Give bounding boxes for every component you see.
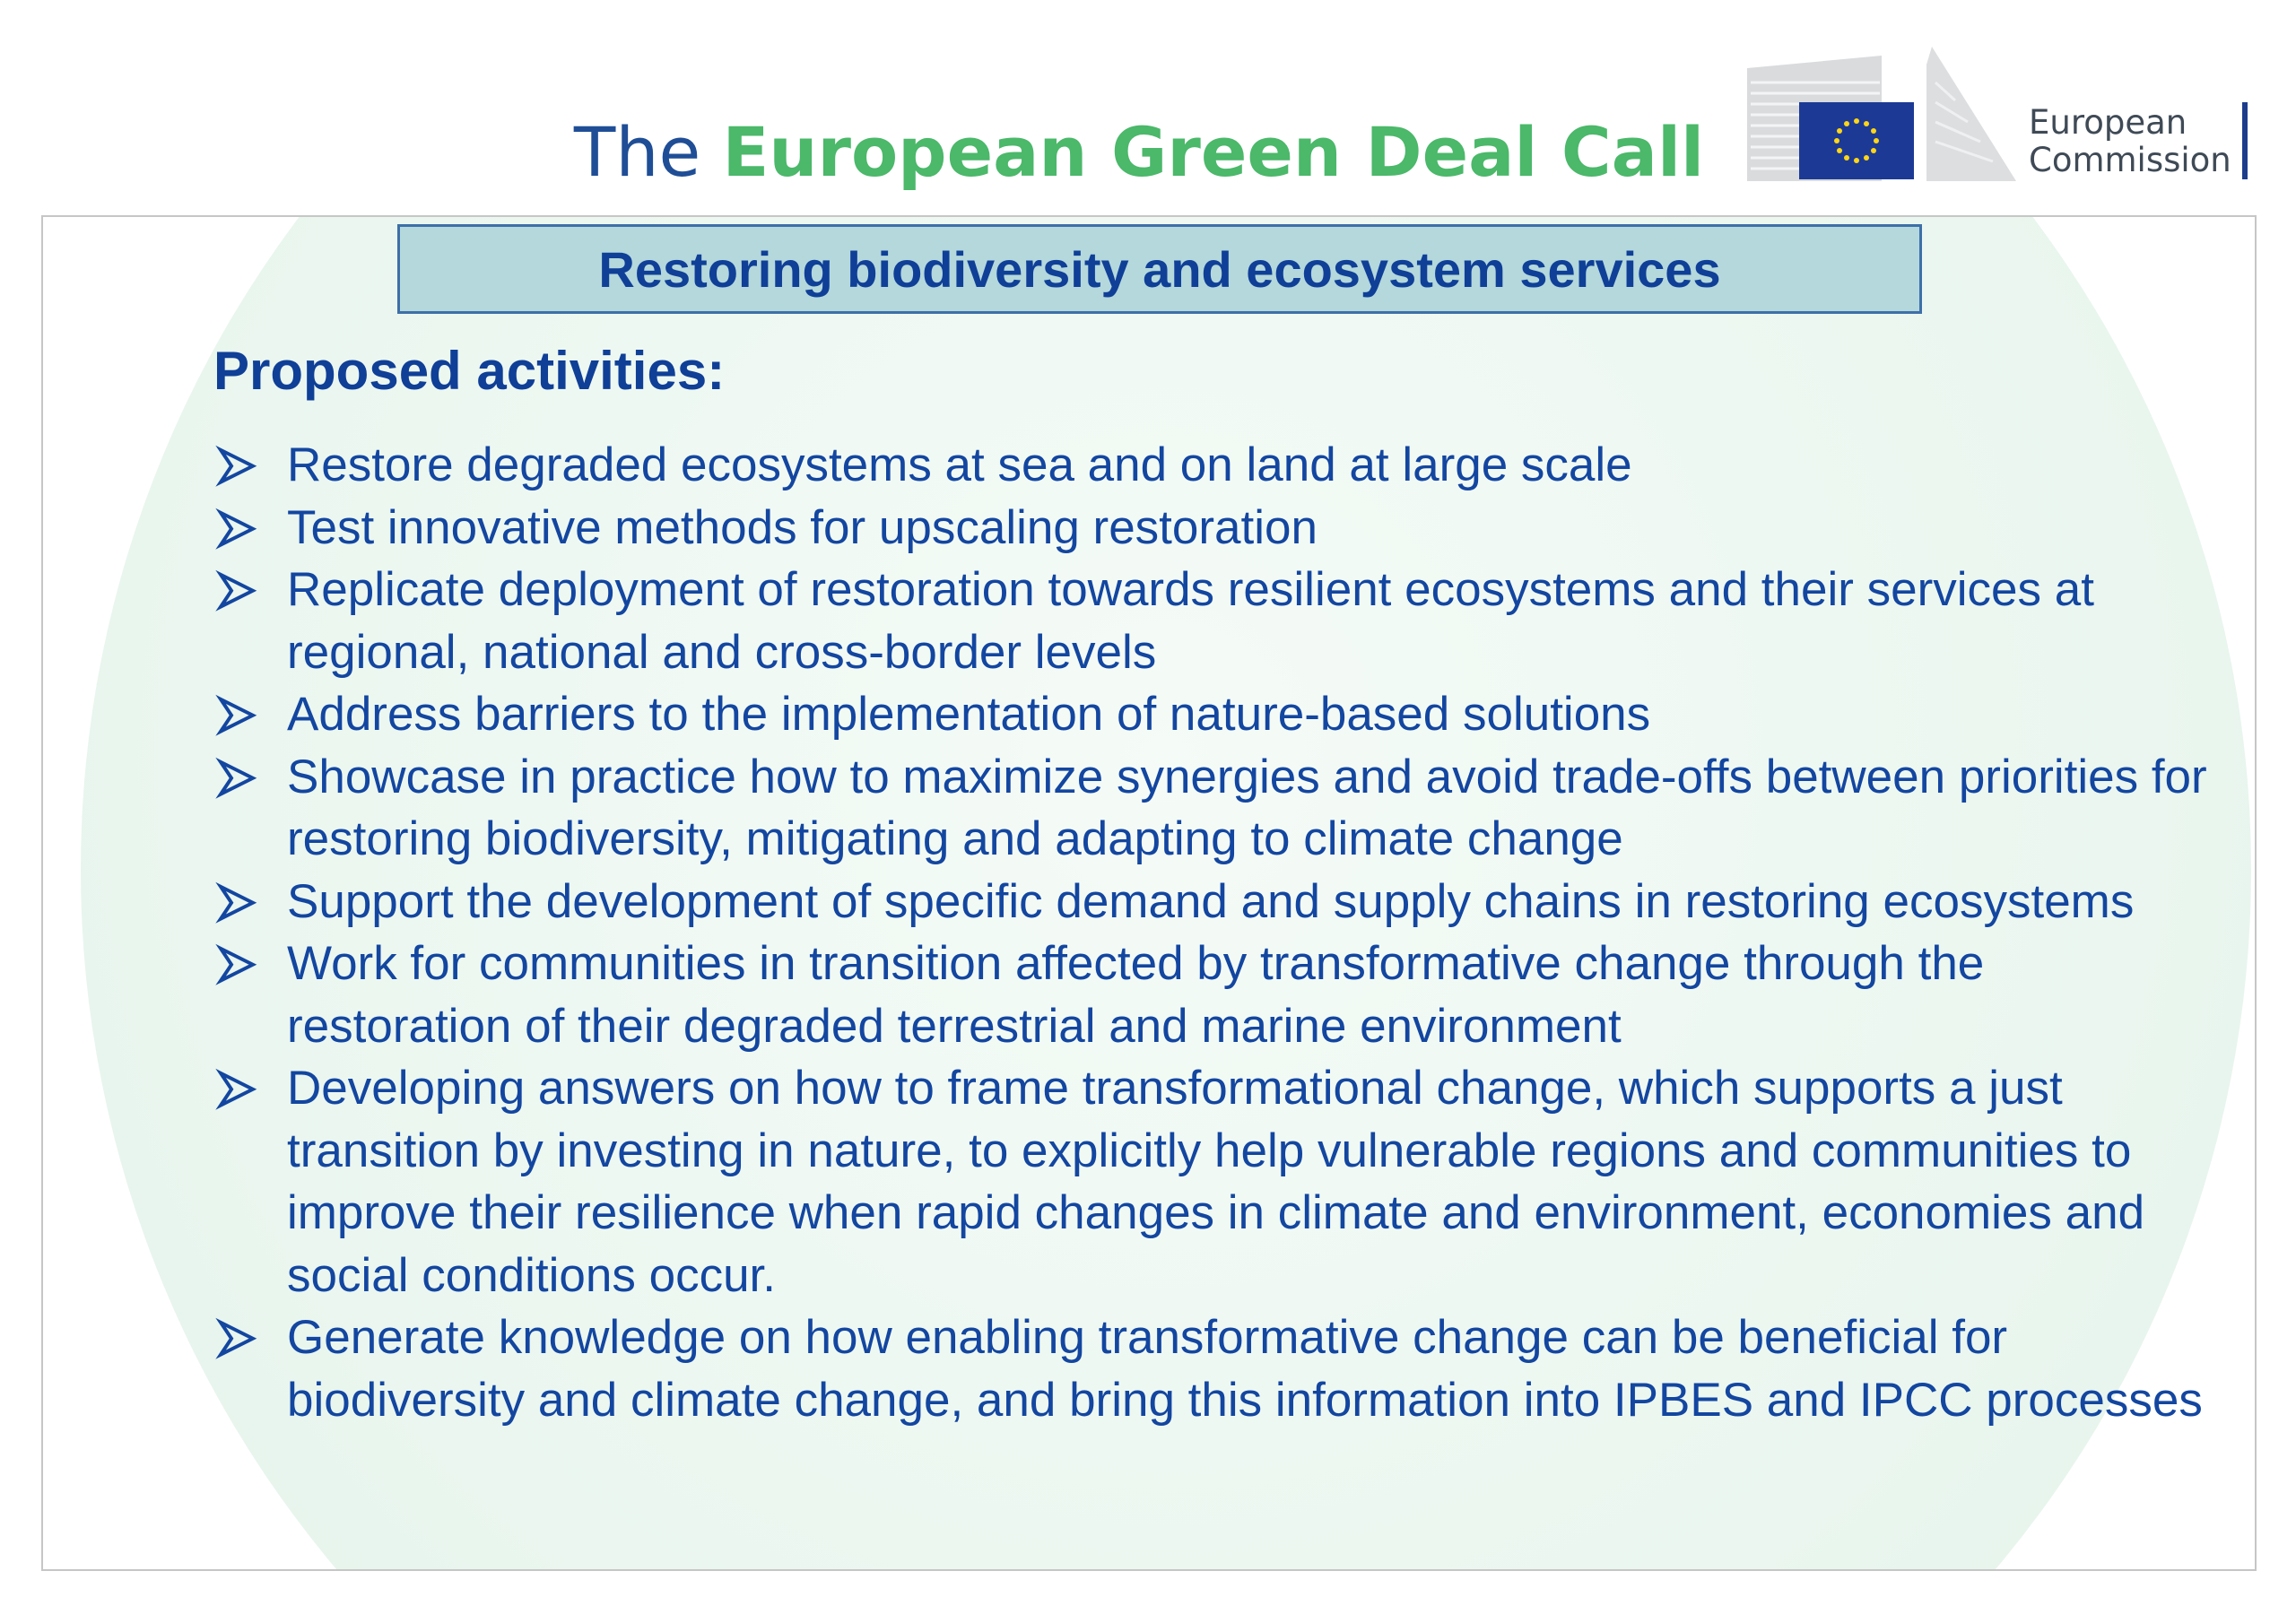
arrow-bullet-icon	[213, 933, 258, 995]
eu-flag-icon	[1799, 102, 1914, 179]
arrow-bullet-icon	[213, 871, 258, 933]
arrow-bullet-icon	[213, 559, 258, 621]
list-item	[213, 871, 2213, 933]
logo-divider	[2242, 102, 2248, 179]
list-item-text: Showcase in practice how to maximize synergies and avoid trade-offs between priorities for restoring biodiversity, mitigating and adapting to climate change	[287, 750, 2207, 865]
list-item-text: Test innovative methods for upscaling restoration	[287, 500, 1318, 554]
list-item	[213, 933, 2213, 1057]
logo-line-1: European	[2029, 103, 2187, 142]
arrow-bullet-icon	[213, 497, 258, 560]
list-item-text: Address barriers to the implementation of nature-based solutions	[287, 688, 1651, 741]
activities-heading: Proposed activities:	[213, 341, 726, 401]
list-item	[213, 1306, 2213, 1431]
arrow-bullet-icon	[213, 1306, 258, 1369]
list-item	[213, 683, 2213, 746]
list-item	[213, 434, 2213, 497]
logo-wordmark	[2029, 104, 2253, 179]
logo-line-2: Commission	[2029, 141, 2231, 179]
activities-list	[213, 434, 2213, 1431]
list-item	[213, 497, 2213, 560]
list-item	[213, 559, 2213, 683]
list-item-text: Generate knowledge on how enabling transformative change can be beneficial for biodiversity and climate change, and bring this information into IPBES and IPCC processes	[287, 1311, 2203, 1427]
list-item-text: Work for communities in transition affected by transformative change through the restoration of their degraded terrestrial and marine environment	[287, 937, 1985, 1053]
list-item-text: Restore degraded ecosystems at sea and on land at large scale	[287, 438, 1632, 491]
title-prefix: The	[573, 112, 701, 192]
list-item	[213, 1057, 2213, 1306]
arrow-bullet-icon	[213, 434, 258, 497]
list-item	[213, 746, 2213, 871]
arrow-bullet-icon	[213, 746, 258, 809]
content-frame	[41, 215, 2257, 1571]
list-item-text: Support the development of specific demand and supply chains in restoring ecosystems	[287, 874, 2135, 928]
arrow-bullet-icon	[213, 683, 258, 746]
section-banner: Restoring biodiversity and ecosystem services	[397, 224, 1922, 314]
title-highlight: European Green Deal Call	[722, 112, 1705, 192]
list-item-text: Replicate deployment of restoration towards resilient ecosystems and their services at regional, national and cross-border levels	[287, 563, 2094, 679]
list-item-text: Developing answers on how to frame transformational change, which supports a just transition by investing in nature, to explicitly help vulnerable regions and communities to improve their resilience when rapid changes in climate and environment, economies and social conditions occur.	[287, 1062, 2145, 1302]
arrow-bullet-icon	[213, 1057, 258, 1120]
